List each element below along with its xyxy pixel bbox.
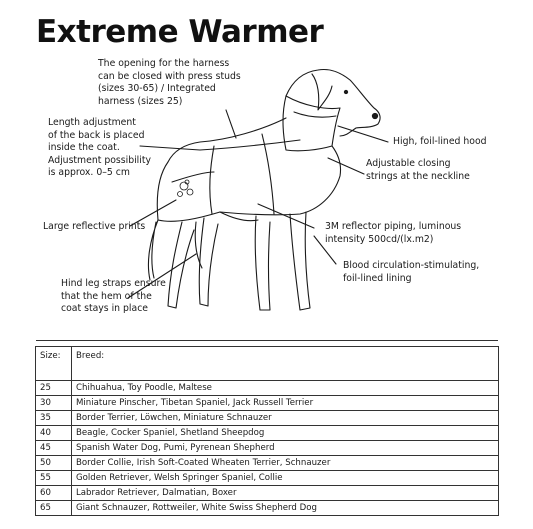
dog-ear — [312, 74, 332, 110]
table-row — [36, 381, 499, 396]
leader-line — [226, 110, 236, 138]
table-row — [36, 441, 499, 456]
callout-leg-straps: Hind leg straps ensure that the hem of the coat stays in place — [61, 278, 166, 315]
coat-hood — [283, 96, 340, 151]
size-cell: 25 — [36, 381, 72, 396]
size-cell: 60 — [36, 486, 72, 501]
dog-nose — [372, 113, 377, 118]
table-row — [36, 501, 499, 516]
size-breed-table — [35, 346, 499, 516]
breed-cell: Golden Retriever, Welsh Springer Spaniel, Collie — [72, 471, 499, 486]
callout-reflective-prints: Large reflective prints — [43, 221, 146, 232]
breed-cell: Border Terrier, Löwchen, Miniature Schnauzer — [72, 411, 499, 426]
coat-seam — [262, 134, 274, 214]
coat-seam — [210, 146, 214, 214]
coat-body — [157, 118, 340, 221]
size-cell: 45 — [36, 441, 72, 456]
breed-cell: Spanish Water Dog, Pumi, Pyrenean Shepherd — [72, 441, 499, 456]
table-row — [36, 396, 499, 411]
dog-tail — [148, 220, 158, 280]
table-row — [36, 456, 499, 471]
dog-hind-leg — [199, 218, 218, 306]
leader-line — [328, 158, 364, 174]
leader-line — [338, 126, 388, 142]
breed-cell: Chihuahua, Toy Poodle, Maltese — [72, 381, 499, 396]
coat-seam — [172, 172, 214, 182]
breed-header: Breed: — [72, 347, 499, 381]
size-cell: 55 — [36, 471, 72, 486]
breed-cell: Miniature Pinscher, Tibetan Spaniel, Jack Russell Terrier — [72, 396, 499, 411]
callout-hood: High, foil-lined hood — [393, 136, 487, 147]
table-row — [36, 411, 499, 426]
breed-cell: Labrador Retriever, Dalmatian, Boxer — [72, 486, 499, 501]
table-row — [36, 486, 499, 501]
callout-lining: Blood circulation-stimulating, foil-lined lining — [343, 260, 480, 284]
breed-cell: Border Collie, Irish Soft-Coated Wheaten Terrier, Schnauzer — [72, 456, 499, 471]
size-cell: 40 — [36, 426, 72, 441]
size-cell: 50 — [36, 456, 72, 471]
divider — [36, 340, 498, 341]
size-cell: 65 — [36, 501, 72, 516]
table-header-row — [36, 347, 499, 381]
table-row — [36, 426, 499, 441]
dog-eye — [344, 90, 347, 93]
callout-harness-opening: The opening for the harness can be closed with press studs (sizes 30-65) / Integrated harness (sizes 25) — [98, 58, 241, 107]
size-cell: 30 — [36, 396, 72, 411]
page-title: Extreme Warmer — [36, 14, 324, 50]
callout-back-length: Length adjustment of the back is placed inside the coat. Adjustment possibility is approx. 0–5 cm — [48, 117, 151, 179]
size-cell: 35 — [36, 411, 72, 426]
dog-front-leg — [290, 212, 310, 310]
table-row — [36, 471, 499, 486]
dog-front-leg — [255, 216, 270, 310]
breed-cell: Giant Schnauzer, Rottweiler, White Swiss Shepherd Dog — [72, 501, 499, 516]
dog-hind-leg — [168, 222, 194, 308]
reflective-print-icon — [178, 180, 194, 197]
size-header: Size: — [36, 347, 72, 381]
breed-cell: Beagle, Cocker Spaniel, Shetland Sheepdog — [72, 426, 499, 441]
callout-neckline: Adjustable closing strings at the neckline — [366, 158, 470, 182]
callout-reflector-piping: 3M reflector piping, luminous intensity 500cd/(lx.m2) — [325, 221, 462, 245]
